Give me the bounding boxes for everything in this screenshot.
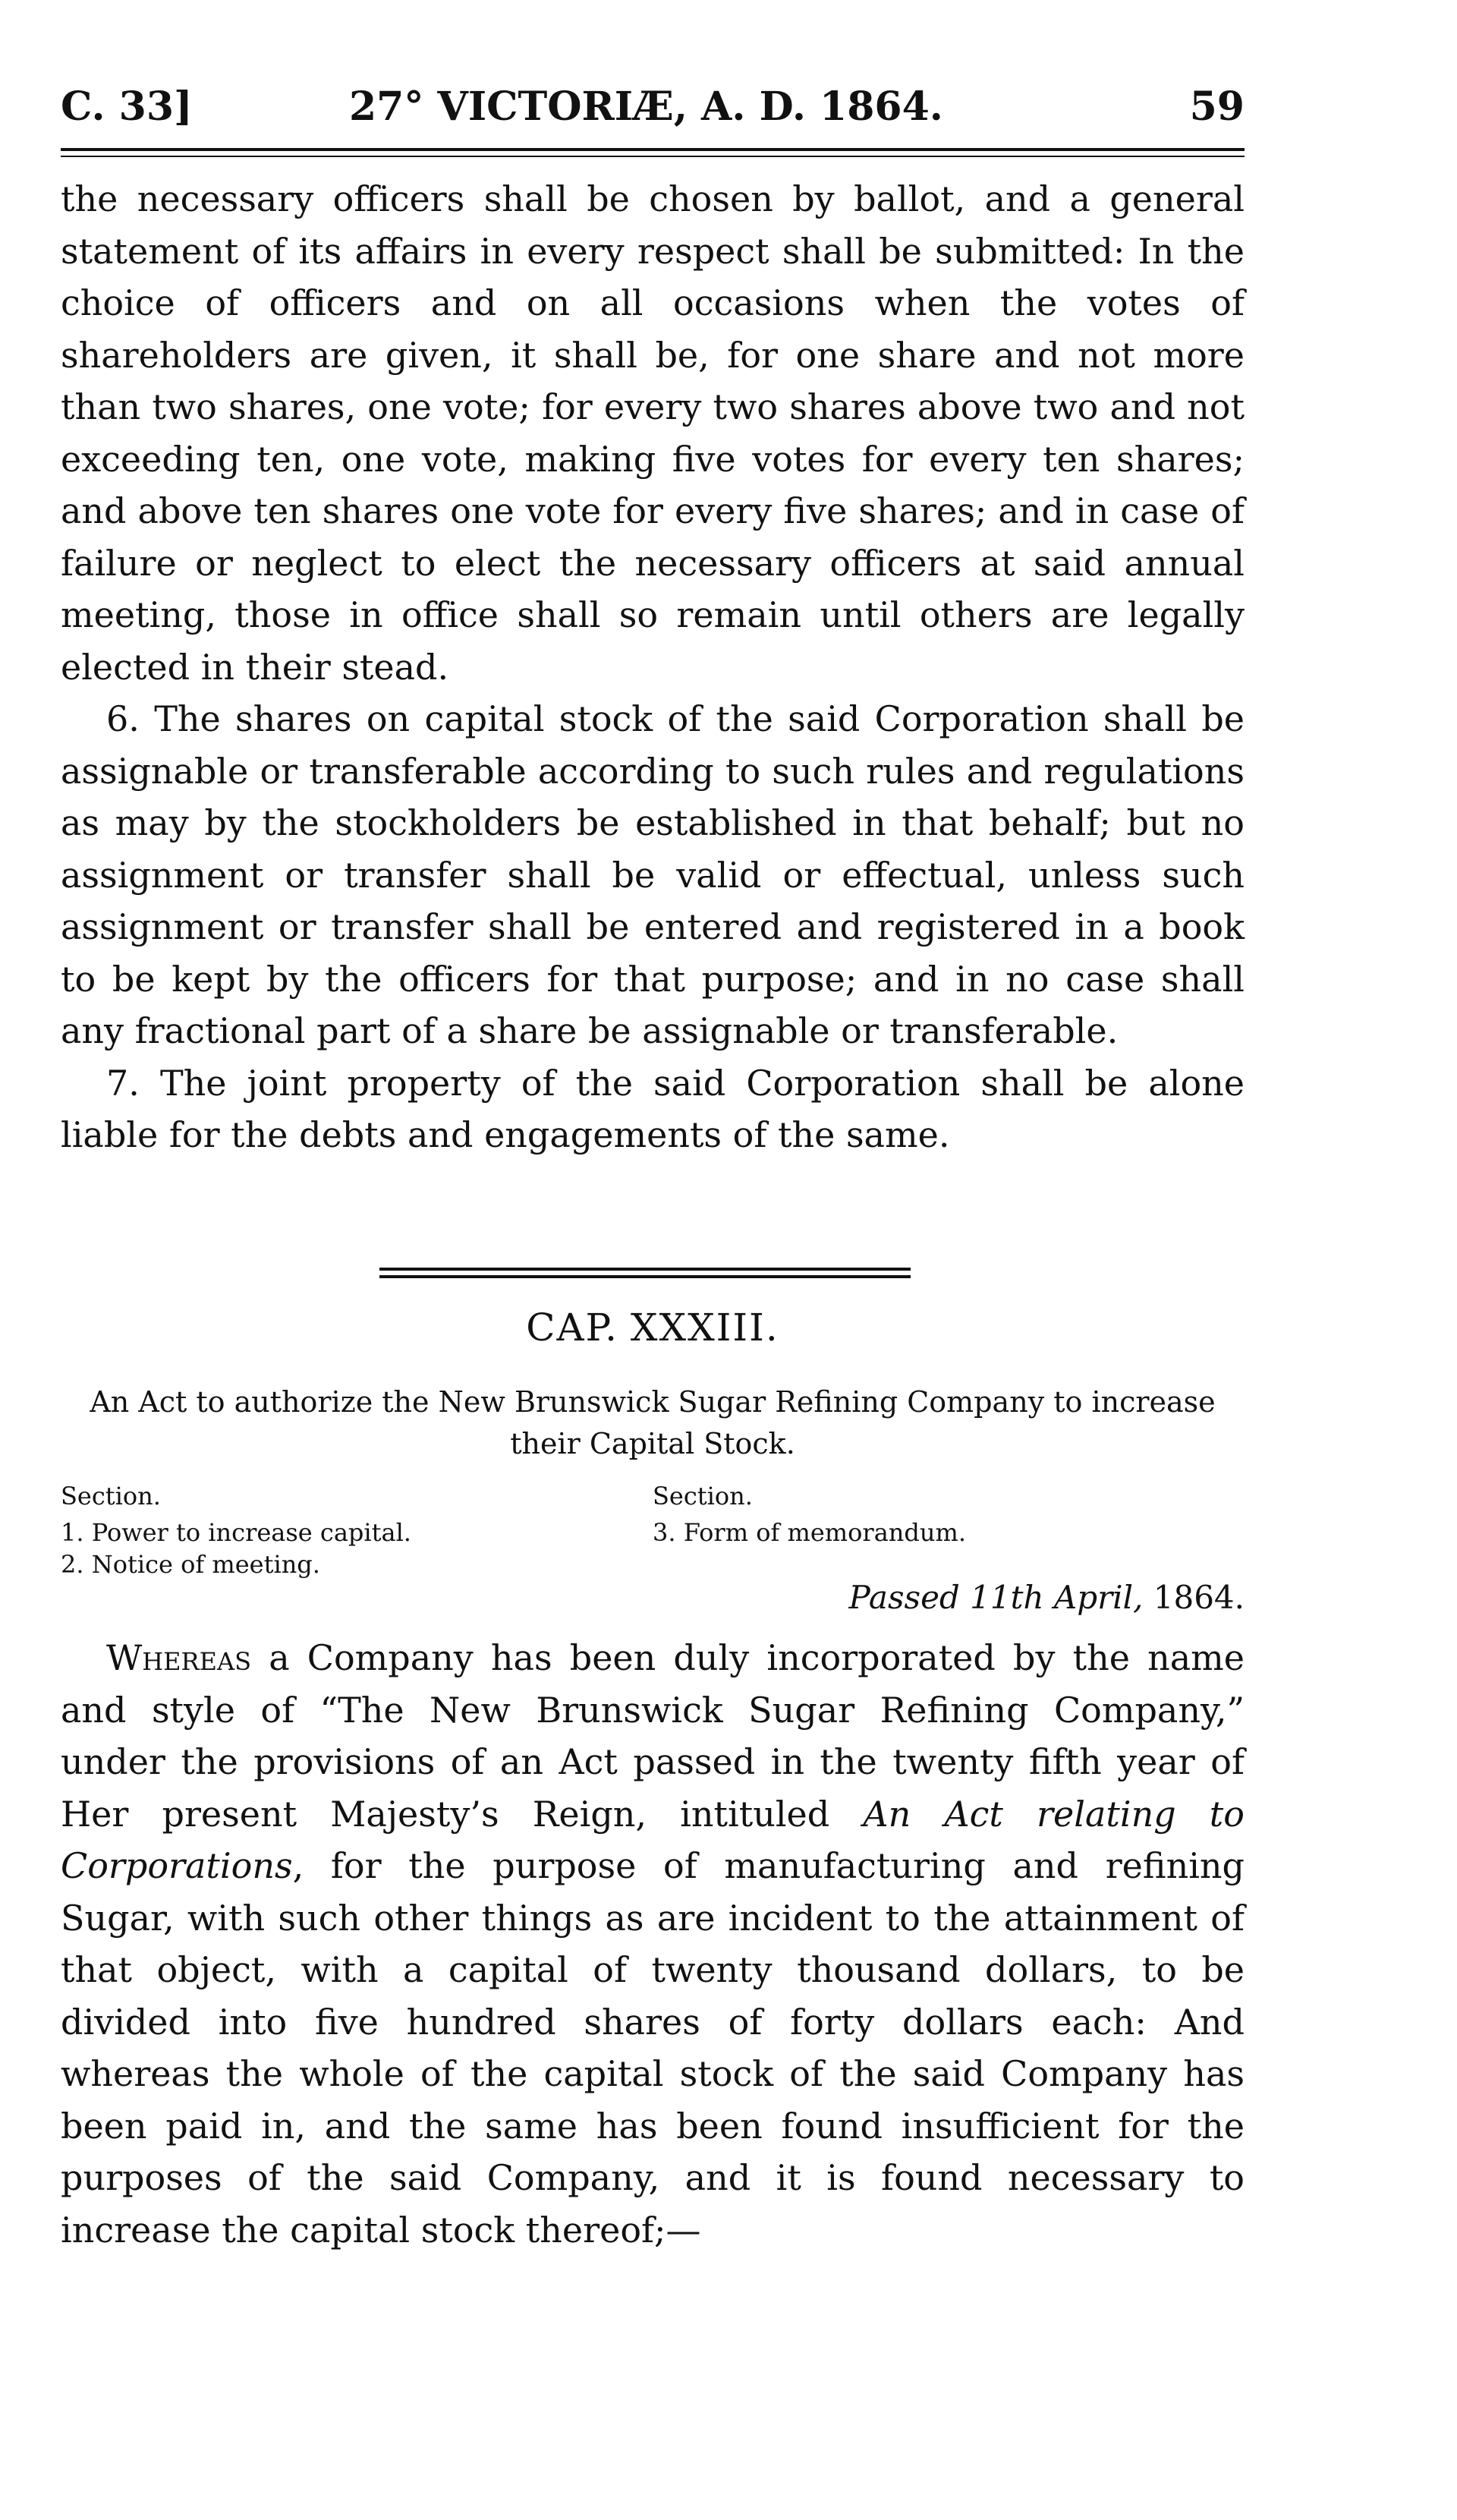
- paragraph-officers: the necessary officers shall be chosen by ballot, and a general statement of its affairs in every respect shall be submitted: In the choice of officers and on all occasions when the votes of shareholders are given, it shall be, for one share and not more than two shares, one vote; for every two shares above two and not exceeding ten, one vote, making five votes for every ten shares; and above ten shares one vote for every five shares; and in case of failure or neglect to elect the necessary officers at said annual meeting, those in office shall so remain until others are legally elected in their stead.: [61, 178, 1245, 688]
- preamble-text-1: a Company has been duly incorporated by the name and style of “The New Brunswick Sugar Refining Company,” under the provisions of an Act passed in the twenty fifth year of Her present Majesty’s Reign, intituled: [61, 1637, 1245, 1835]
- cap-label: CAP.: [526, 1306, 618, 1350]
- regnal-year: 27° VICTORIÆ, A. D. 1864.: [349, 83, 943, 130]
- chapter-divider: [379, 1268, 911, 1278]
- whereas-word: Whereas: [106, 1637, 252, 1678]
- preamble-text-2: , for the purpose of manufacturing and refining Sugar, with such other things as are incident to the attainment of that object, with a capital of twenty thousand dollars, to be divided into five hundred shares of forty dollars each: And whereas the whole of the capital stock of the said Company has been paid in, and the same has been found insufficient for the purposes of the said Company, and it is found necessary to increase the capital stock thereof;—: [61, 1845, 1245, 2251]
- preamble: [61, 1632, 1245, 2256]
- chapter-title: [61, 1306, 1245, 1350]
- act-long-title: An Act to authorize the New Brunswick Sugar Refining Company to increase their Capital Stock.: [90, 1385, 1216, 1460]
- passed-label: Passed 11th April,: [848, 1579, 1144, 1616]
- continued-section: [61, 173, 1245, 1161]
- section-column-1: [61, 1480, 411, 1580]
- page-number: 59: [1189, 83, 1245, 130]
- section-item: 1. Power to increase capital.: [61, 1518, 411, 1547]
- referenced-act-title: An Act relating to Corporations: [61, 1793, 1245, 1886]
- passed-date: [849, 1579, 1245, 1616]
- section-7: 7. The joint property of the said Corporation shall be alone liable for the debts and engagements of the same.: [61, 1062, 1245, 1155]
- running-header: [61, 83, 1245, 137]
- passed-year: 1864.: [1153, 1579, 1245, 1616]
- section-item: 2. Notice of meeting.: [61, 1550, 320, 1579]
- section-header: Section.: [61, 1482, 161, 1510]
- cap-number: XXXIII.: [630, 1306, 779, 1350]
- section-header: Section.: [653, 1482, 753, 1510]
- section-column-2: [653, 1480, 966, 1548]
- section-6: 6. The shares on capital stock of the said Corporation shall be assignable or transferable according to such rules and regulations as may by the stockholders be established in that behalf; but no assignment or transfer shall be valid or effectual, unless such assignment or transfer shall be entered and registered in a book to be kept by the officers for that purpose; and in no case shall any fractional part of a share be assignable or transferable.: [61, 698, 1245, 1051]
- preamble-paragraph: [61, 1632, 1245, 2256]
- chapter-ref: C. 33]: [61, 83, 193, 130]
- section-item: 3. Form of memorandum.: [653, 1518, 966, 1547]
- header-rule: [61, 148, 1245, 157]
